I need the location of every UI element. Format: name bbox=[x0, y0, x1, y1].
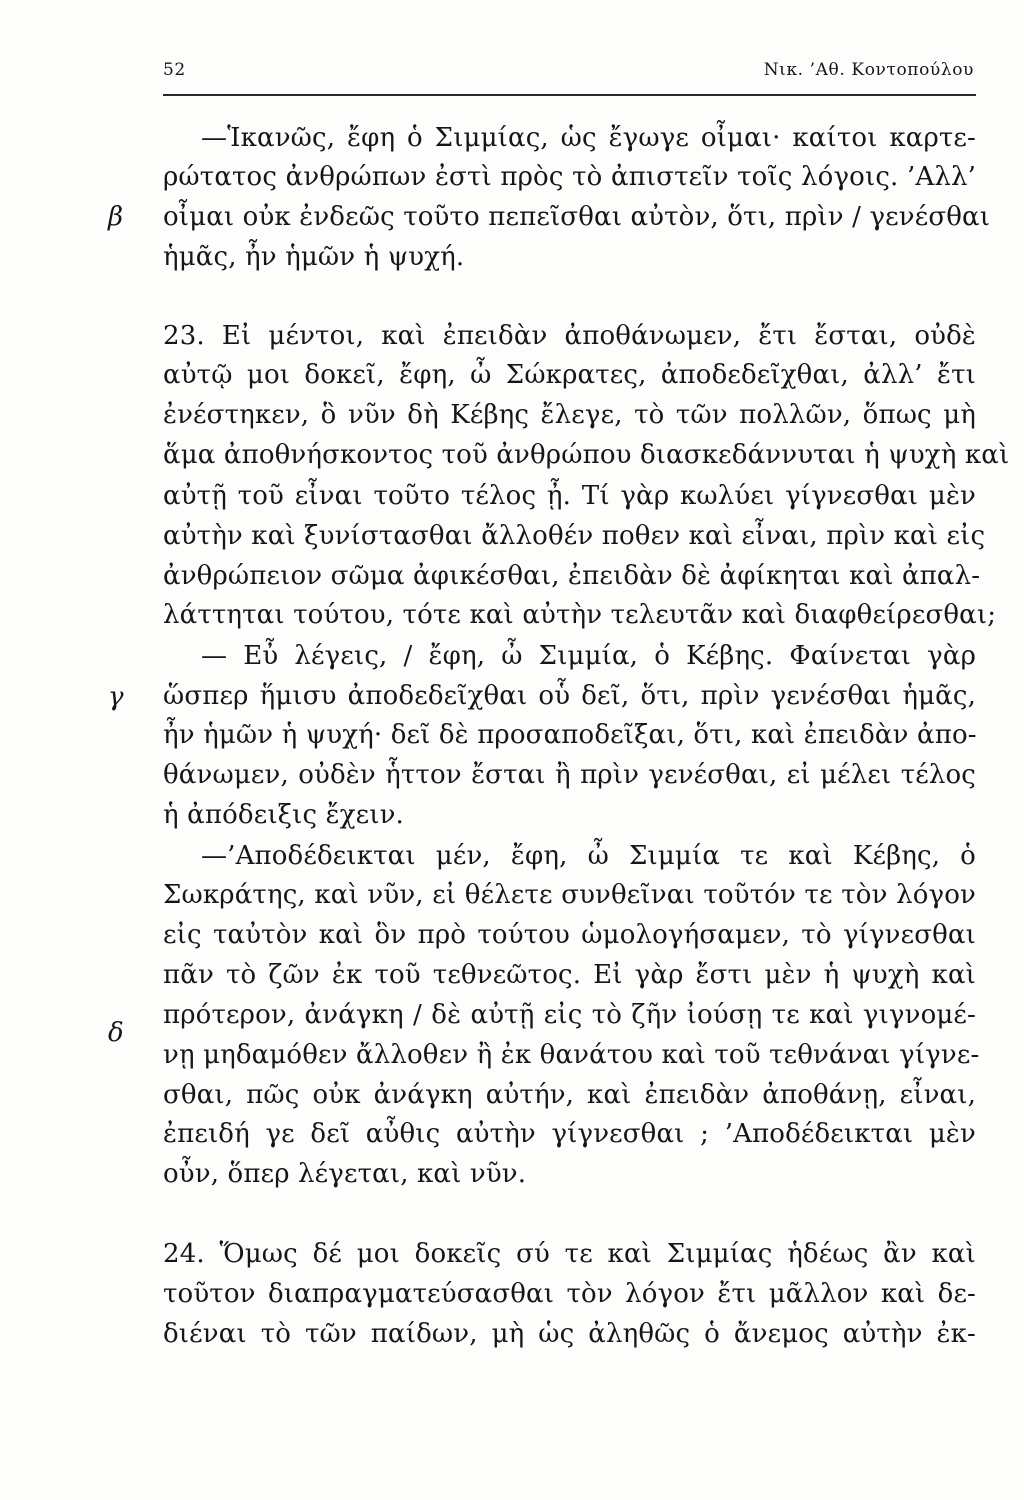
text-line: ἐνέστηκεν, ὃ νῦν δὴ Κέβης ἔλεγε, τὸ τῶν πολλῶν, ὅπως μὴ bbox=[163, 400, 976, 430]
text-line: 23. Εἰ μέντοι, καὶ ἐπειδὰν ἀποθάνωμεν, ἔτι ἔσται, οὐδὲ bbox=[163, 321, 976, 351]
text-line: Σωκράτης, καὶ νῦν, εἰ θέλετε συνθεῖναι τοῦτόν τε τὸν λόγον bbox=[163, 880, 976, 910]
text-line: —’Αποδέδεικται μέν, ἔφη, ὦ Σιμμία τε καὶ Κέβης, ὁ bbox=[201, 841, 976, 871]
text-line: ἦν ἡμῶν ἡ ψυχή· δεῖ δὲ προσαποδεῖξαι, ὅτι, καὶ ἐπειδὰν ἀπο- bbox=[163, 720, 977, 750]
text-line: —Ἱκανῶς, ἔφη ὁ Σιμμίας, ὡς ἔγωγε οἶμαι· καίτοι καρτε- bbox=[201, 123, 976, 153]
text-line: ἡ ἀπόδειξις ἔχειν. bbox=[163, 800, 404, 830]
text-line: οἶμαι οὐκ ἐνδεῶς τοῦτο πεπεῖσθαι αὐτὸν, ὅτι, πρὶν / γενέσθαι bbox=[163, 202, 991, 232]
text-line: ἡμᾶς, ἦν ἡμῶν ἡ ψυχή. bbox=[163, 242, 465, 272]
text-line: θάνωμεν, οὐδὲν ἧττον ἔσται ἢ πρὶν γενέσθαι, εἰ μέλει τέλος bbox=[163, 760, 976, 790]
text-line: ἀνθρώπειον σῶμα ἀφικέσθαι, ἐπειδὰν δὲ ἀφίκηται καὶ ἀπαλ- bbox=[163, 561, 981, 591]
page-header bbox=[163, 58, 976, 96]
text-line: τοῦτον διαπραγματεύσασθαι τὸν λόγον ἔτι μᾶλλον καὶ δε- bbox=[163, 1279, 976, 1309]
text-line: αὐτῇ τοῦ εἶναι τοῦτο τέλος ᾖ. Τί γὰρ κωλύει γίγνεσθαι μὲν bbox=[163, 481, 976, 511]
text-line: ρώτατος ἀνθρώπων ἐστὶ πρὸς τὸ ἀπιστεῖν τοῖς λόγοις. ’Αλλ’ bbox=[163, 162, 976, 192]
text-line: ὥσπερ ἥμισυ ἀποδεδεῖχθαι οὗ δεῖ, ὅτι, πρὶν γενέσθαι ἡμᾶς, bbox=[163, 681, 976, 711]
running-head: Νικ. ’Αθ. Κοντοπούλου bbox=[763, 60, 974, 80]
page-number: 52 bbox=[163, 60, 186, 80]
text-line: αὐτῷ μοι δοκεῖ, ἔφη, ὦ Σώκρατες, ἀποδεδεῖχθαι, ἀλλ’ ἔτι bbox=[163, 360, 976, 390]
text-line: πᾶν τὸ ζῶν ἐκ τοῦ τεθνεῶτος. Εἰ γὰρ ἔστι μὲν ἡ ψυχὴ καὶ bbox=[163, 960, 976, 990]
margin-marker-delta: δ bbox=[108, 1018, 124, 1048]
text-line: διέναι τὸ τῶν παίδων, μὴ ὡς ἀληθῶς ὁ ἄνεμος αὐτὴν ἐκ- bbox=[163, 1319, 976, 1349]
margin-marker-gamma: γ bbox=[108, 682, 124, 712]
text-line: σθαι, πῶς οὐκ ἀνάγκη αὐτήν, καὶ ἐπειδὰν ἀποθάνῃ, εἶναι, bbox=[163, 1080, 976, 1110]
text-line: εἰς ταὐτὸν καὶ ὃν πρὸ τούτου ὡμολογήσαμεν, τὸ γίγνεσθαι bbox=[163, 920, 976, 950]
text-line: 24. Ὅμως δέ μοι δοκεῖς σύ τε καὶ Σιμμίας ἡδέως ἂν καὶ bbox=[163, 1239, 976, 1269]
text-line: ἐπειδή γε δεῖ αὖθις αὐτὴν γίγνεσθαι ; ’Αποδέδεικται μὲν bbox=[163, 1119, 976, 1149]
text-line: — Εὖ λέγεις, / ἔφη, ὦ Σιμμία, ὁ Κέβης. Φαίνεται γὰρ bbox=[201, 641, 976, 671]
margin-marker-beta: β bbox=[108, 202, 124, 232]
text-line: ἅμα ἀποθνήσκοντος τοῦ ἀνθρώπου διασκεδάννυται ἡ ψυχὴ καὶ bbox=[163, 440, 1010, 470]
text-line: πρότερον, ἀνάγκη / δὲ αὐτῇ εἰς τὸ ζῆν ἰούσῃ τε καὶ γιγνομέ- bbox=[163, 1000, 976, 1030]
text-line: λάττηται τούτου, τότε καὶ αὐτὴν τελευτᾶν καὶ διαφθείρεσθαι; bbox=[163, 600, 997, 630]
text-line: οὖν, ὅπερ λέγεται, καὶ νῦν. bbox=[163, 1159, 527, 1189]
text-line: νῃ μηδαμόθεν ἄλλοθεν ἢ ἐκ θανάτου καὶ τοῦ τεθνάναι γίγνε- bbox=[163, 1040, 980, 1070]
text-line: αὐτὴν καὶ ξυνίστασθαι ἄλλοθέν ποθεν καὶ εἶναι, πρὶν καὶ εἰς bbox=[163, 521, 986, 551]
